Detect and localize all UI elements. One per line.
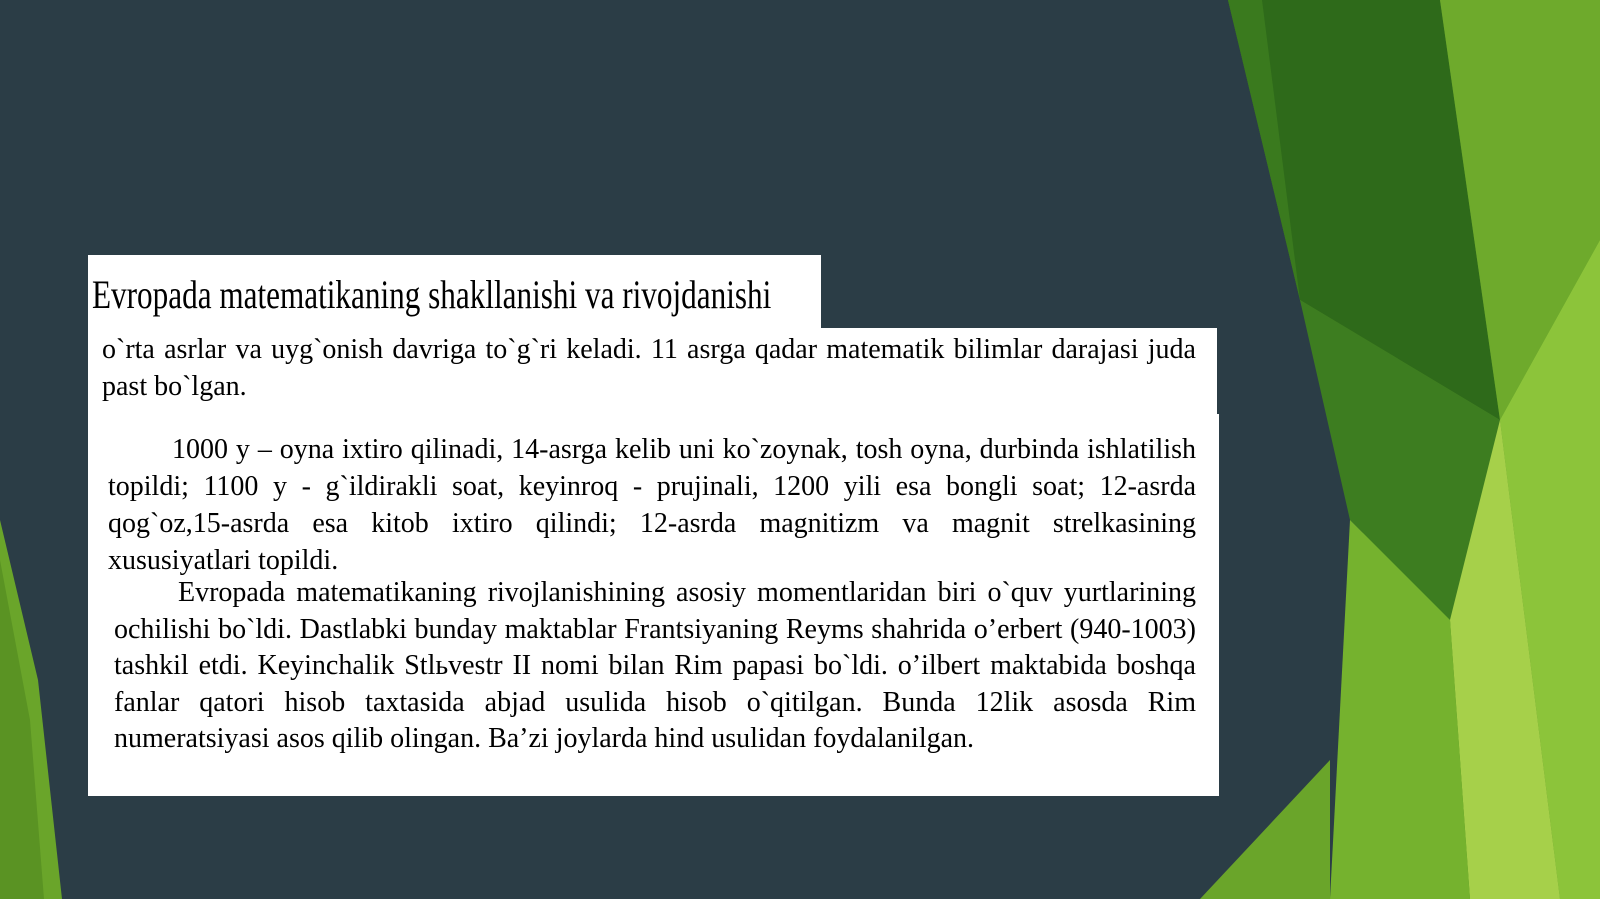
inventions-paragraph: 1000 y – oyna ixtiro qilinadi, 14-asrga kelib uni ko`zoynak, tosh oyna, durbinda ishlatilish topildi; 1100 y - g`ildirakli soat, keyinroq - prujinali, 1200 yili esa bongli soat; 12-asrda qog`oz,15-asrda esa kitob ixtiro qilindi; 12-asrda magnitizm va magnit strelkasining xususiyatlari topildi. <box>108 434 1196 576</box>
intro-panel <box>88 328 1217 414</box>
schools-paragraph: Evropada matematikaning rivojlanishining asosiy momentlaridan biri o`quv yurtlarining ochilishi bo`ldi. Dastlabki bunday maktablar Frantsiyaning Reyms shahrida o’erbert (940-1003) tashkil etdi. Keyinchalik Stlьvestr II nomi bilan Rim papasi bo`ldi. o’ilbert maktabida boshqa fanlar qatori hisob taxtasida abjad usulida hisob o`qitilgan. Bunda 12lik asosda Rim numeratsiyasi asos qilib olingan. Ba’zi joylarda hind usulidan foydalanilgan. <box>114 577 1196 755</box>
slide-title: Evropada matematikaning shakllanishi va rivojdanishi <box>92 272 772 317</box>
body-panel <box>88 414 1219 796</box>
intro-paragraph: o`rta asrlar va uyg`onish davriga to`g`ri keladi. 11 asrga qadar matematik bilimlar darajasi juda past bo`lgan. <box>102 334 1196 402</box>
title-panel <box>88 255 821 328</box>
